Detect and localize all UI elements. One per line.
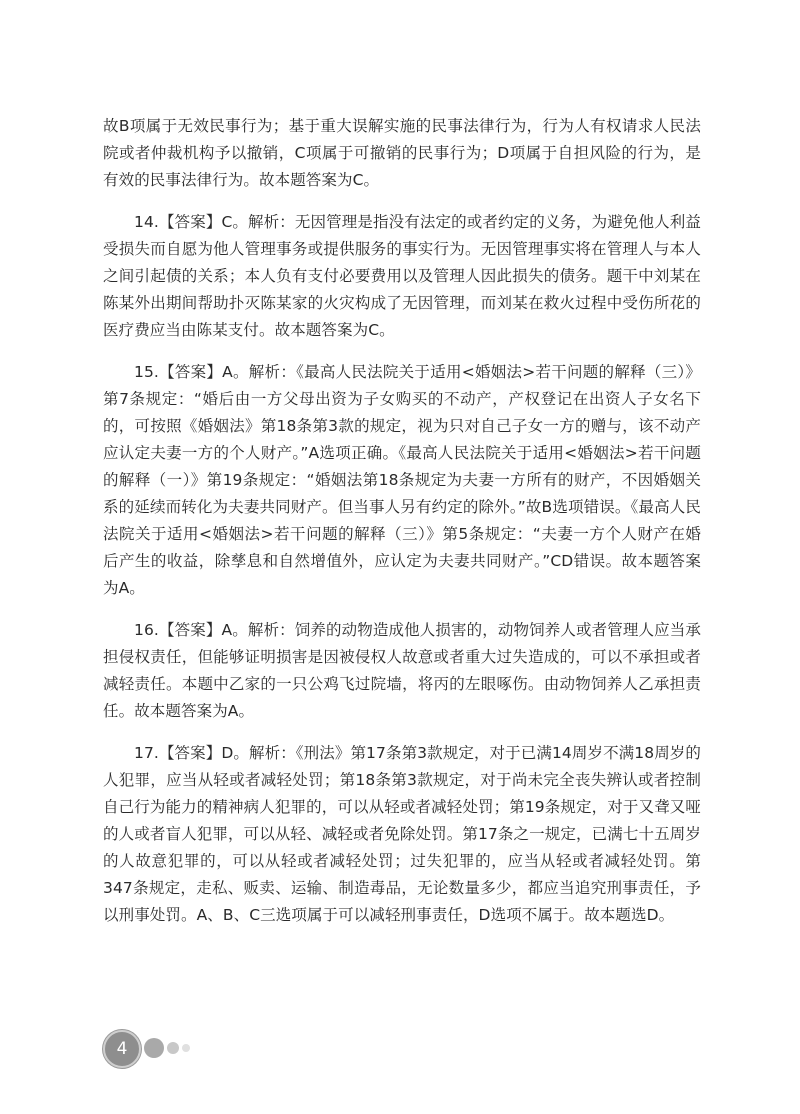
paragraph-answer-16: 16.【答案】A。解析：饲养的动物造成他人损害的，动物饲养人或者管理人应当承担侵权责任，但能够证明损害是因被侵权人故意或者重大过失造成的，可以不承担或者减轻责任。本题中乙家的一只公鸡飞过院墙，将丙的左眼啄伤。由动物饲养人乙承担责任。故本题答案为A。 <box>103 621 701 720</box>
paragraph-answer-14: 14.【答案】C。解析：无因管理是指没有法定的或者约定的义务，为避免他人利益受损失而自愿为他人管理事务或提供服务的事实行为。无因管理事实将在管理人与本人之间引起债的关系；本人负有支付必要费用以及管理人因此损失的债务。题干中刘某在陈某外出期间帮助扑灭陈某家的火灾构成了无因管理，而刘某在救火过程中受伤所花的医疗费应当由陈某支付。故本题答案为C。 <box>103 213 701 339</box>
decorative-dot-medium <box>167 1042 179 1054</box>
decorative-dot-small <box>182 1044 190 1052</box>
page-number: 4 <box>116 1039 128 1059</box>
document-body <box>103 113 701 944</box>
page-footer <box>103 1030 303 1070</box>
decorative-dot-large <box>144 1038 164 1058</box>
page-number-badge <box>103 1030 141 1068</box>
paragraph-answer-17: 17.【答案】D。解析：《刑法》第17条第3款规定，对于已满14周岁不满18周岁的人犯罪，应当从轻或者减轻处罚；第18条第3款规定，对于尚未完全丧失辨认或者控制自己行为能力的精神病人犯罪的，可以从轻或者减轻处罚；第19条规定，对于又聋又哑的人或者盲人犯罪，可以从轻、减轻或者免除处罚。第17条之一规定，已满七十五周岁的人故意犯罪的，可以从轻或者减轻处罚；过失犯罪的，应当从轻或者减轻处罚。第347条规定，走私、贩卖、运输、制造毒品，无论数量多少，都应当追究刑事责任，予以刑事处罚。A、B、C三选项属于可以减轻刑事责任，D选项不属于。故本题选D。 <box>103 744 701 924</box>
paragraph-continuation: 故B项属于无效民事行为；基于重大误解实施的民事法律行为，行为人有权请求人民法院或者仲裁机构予以撤销，C项属于可撤销的民事行为；D项属于自担风险的行为，是有效的民事法律行为。故本题答案为C。 <box>103 117 701 189</box>
paragraph-answer-15: 15.【答案】A。解析：《最高人民法院关于适用<婚姻法>若干问题的解释（三）》第7条规定：“婚后由一方父母出资为子女购买的不动产，产权登记在出资人子女名下的，可按照《婚姻法》第18条第3款的规定，视为只对自己子女一方的赠与，该不动产应认定夫妻一方的个人财产。”A选项正确。《最高人民法院关于适用<婚姻法>若干问题的解释（一）》第19条规定：“婚姻法第18条规定为夫妻一方所有的财产，不因婚姻关系的延续而转化为夫妻共同财产。但当事人另有约定的除外。”故B选项错误。《最高人民法院关于适用<婚姻法>若干问题的解释（三）》第5条规定：“夫妻一方个人财产在婚后产生的收益，除孳息和自然增值外，应认定为夫妻共同财产。”CD错误。故本题答案为A。 <box>103 363 701 597</box>
